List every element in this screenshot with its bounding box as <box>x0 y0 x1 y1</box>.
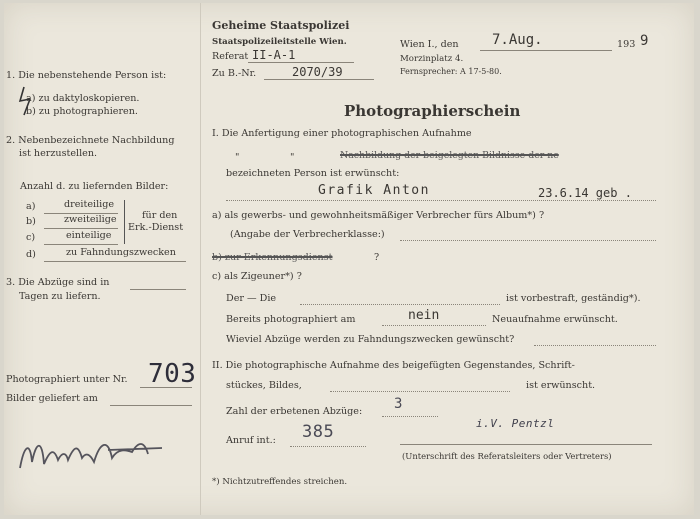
line-gegenstand <box>330 391 510 392</box>
city-date-label: Wien I., den <box>400 39 459 50</box>
bnr-value: 2070/39 <box>292 65 343 79</box>
bereits-label: Bereits photographiert am <box>226 314 356 325</box>
question-a-sub: (Angabe der Verbrecherklasse:) <box>230 229 385 240</box>
der-die-label: Der — Die <box>226 293 277 304</box>
year-prefix: 193 <box>617 39 636 50</box>
text-d: zu Fahndungszwecken <box>66 247 176 258</box>
vorbestraft: ist vorbestraft, geständig*). <box>506 293 641 304</box>
nein-value: nein <box>408 308 440 323</box>
question-c: c) als Zigeuner*) ? <box>212 271 302 282</box>
anruf-value: 385 <box>302 422 335 442</box>
signature-caption: (Unterschrift des Referatsleiters oder Vertreters) <box>402 451 612 461</box>
neuaufnahme: Neuaufnahme erwünscht. <box>492 314 618 325</box>
handwritten-mark <box>16 85 38 117</box>
left-signature <box>16 428 166 478</box>
year-suffix: 9 <box>640 33 649 49</box>
option-photographieren: b) zu photographieren. <box>26 106 138 117</box>
line-anruf <box>290 446 366 447</box>
left-item-1: 1. Die nebenstehende Person ist: <box>6 70 167 81</box>
line-bnr <box>264 79 374 80</box>
option-daktyloskopieren: a) zu daktyloskopieren. <box>26 93 140 104</box>
zahl-value: 3 <box>394 396 403 412</box>
line-zahl <box>382 416 438 417</box>
footnote: *) Nichtzutreffendes streichen. <box>212 477 348 487</box>
form-title: Photographierschein <box>344 102 521 120</box>
office-name: Staatspolizeileitstelle Wien. <box>212 37 347 47</box>
line-signature <box>400 444 652 445</box>
label-d: d) <box>26 249 36 260</box>
column-divider <box>200 3 201 515</box>
line-bereits <box>382 325 486 326</box>
erwuenscht: ist erwünscht. <box>526 380 596 391</box>
delivered-label: Bilder geliefert am <box>6 393 98 404</box>
line-d <box>44 261 186 262</box>
line-delivered <box>110 405 192 406</box>
line-der-die <box>300 304 500 305</box>
label-b: b) <box>26 216 36 227</box>
label-a: a) <box>26 201 36 212</box>
photographed-number: 703 <box>148 359 197 389</box>
referat-value: II-A-1 <box>252 48 296 62</box>
brace-label-2: Erk.-Dienst <box>128 222 184 233</box>
photographed-label: Photographiert unter Nr. <box>6 374 128 385</box>
birth-value: 23.6.14 geb . <box>538 186 632 200</box>
text-a: dreiteilige <box>64 199 115 210</box>
agency-name: Geheime Staatspolizei <box>212 19 350 32</box>
zahl-label: Zahl der erbetenen Abzüge: <box>226 406 363 417</box>
address: Morzinplatz 4. <box>400 54 464 64</box>
line-referat <box>248 62 354 63</box>
bnr-label: Zu B.-Nr. <box>212 68 257 79</box>
brace-label-1: für den <box>142 210 178 221</box>
line-b <box>44 228 118 229</box>
referat-label: Referat <box>212 51 249 62</box>
line-name <box>226 200 656 201</box>
line-photo-nr <box>140 387 192 388</box>
count-label: Anzahl d. zu liefernden Bilder: <box>20 181 169 192</box>
left-item-2: 2. Nebenbezeichnete Nachbildung <box>6 135 175 146</box>
section-1: I. Die Anfertigung einer photographischen Aufnahme <box>212 128 472 139</box>
label-c: c) <box>26 232 36 243</box>
line-date <box>480 50 612 51</box>
phone: Fernsprecher: A 17-5-80. <box>400 67 502 76</box>
wieviel: Wieviel Abzüge werden zu Fahndungszwecken gewünscht? <box>226 334 515 345</box>
line-c <box>44 244 118 245</box>
section-2b: stückes, Bildes, <box>226 380 302 391</box>
date-value: 7.Aug. <box>492 32 543 48</box>
line-wieviel <box>534 345 656 346</box>
section-2: II. Die photographische Aufnahme des beigefügten Gegenstandes, Schrift- <box>212 360 575 371</box>
line-tage <box>130 289 186 290</box>
text-c: einteilige <box>66 230 112 241</box>
anruf-label: Anruf int.: <box>226 435 276 446</box>
question-a: a) als gewerbs- und gewohnheitsmäßiger Verbrecher fürs Album*) ? <box>212 210 545 221</box>
quote-2: " <box>290 152 295 163</box>
struck-text-1: Nachbildung der beigelegten Bildnisse der ne <box>340 150 559 161</box>
name-value: Grafik Anton <box>318 183 430 198</box>
left-item-2b: ist herzustellen. <box>19 148 98 159</box>
brace <box>124 200 125 244</box>
line-2: bezeichneten Person ist erwünscht: <box>226 168 400 179</box>
question-b-struck: b) zur Erkennungsdienst <box>212 252 333 263</box>
text-b: zweiteilige <box>64 214 117 225</box>
left-item-3b: Tagen zu liefern. <box>19 291 101 302</box>
left-item-3: 3. Die Abzüge sind in <box>6 277 110 288</box>
line-a-sub <box>400 240 656 241</box>
quote-1: " <box>235 152 240 163</box>
signature-right: i.V. Pentzl <box>476 417 555 430</box>
question-b-mark: ? <box>374 252 380 263</box>
